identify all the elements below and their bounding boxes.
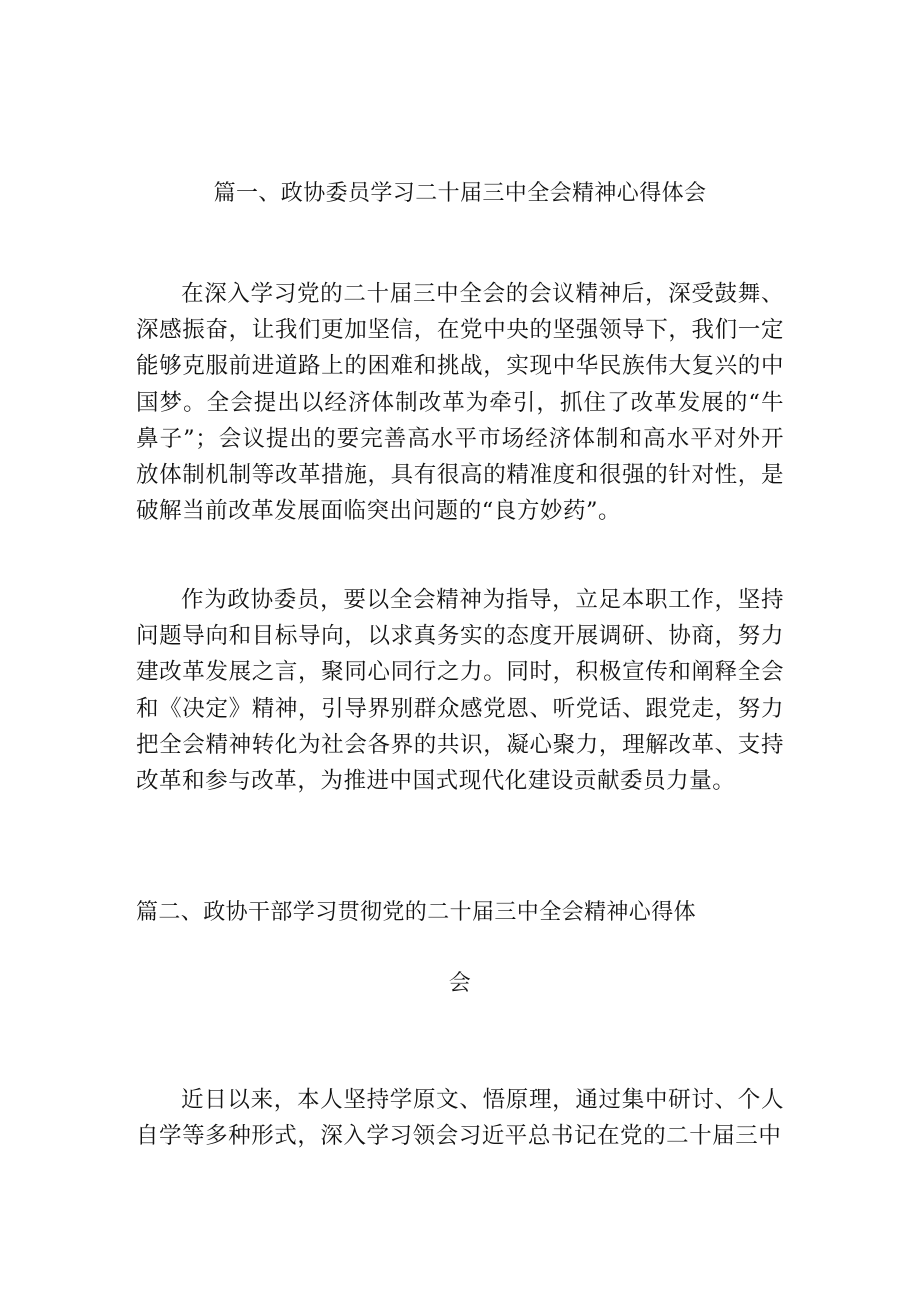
- section2-title-line1: 篇二、政协干部学习贯彻党的二十届三中全会精神心得体: [136, 900, 697, 925]
- section1-title: 篇一、政协委员学习二十届三中全会精神心得体会: [213, 181, 707, 206]
- section2-paragraph-1: 近日以来，本人坚持学原文、悟原理，通过集中研讨、个人自学等多种形式，深入学习领会习近平总书记在党的二十届三中: [136, 1087, 784, 1150]
- section2-title-line2: 会: [448, 971, 472, 996]
- section1-paragraph-2: 作为政协委员，要以全会精神为指导，立足本职工作，坚持问题导向和目标导向，以求真务实的态度开展调研、协商，努力建改革发展之言，聚同心同行之力。同时，积极宣传和阐释全会和《决定》精神，引导界别群众感党恩、听党话、跟党走，努力把全会精神转化为社会各界的共识，凝心聚力，理解改革、支持改革和参与改革，为推进中国式现代化建设贡献委员力量。: [136, 587, 784, 795]
- section1-paragraph-1: 在深入学习党的二十届三中全会的会议精神后，深受鼓舞、深感振奋，让我们更加坚信，在党中央的坚强领导下，我们一定能够克服前进道路上的困难和挑战，实现中华民族伟大复兴的中国梦。全会提出以经济体制改革为牵引，抓住了改革发展的“牛鼻子”；会议提出的要完善高水平市场经济体制和高水平对外开放体制机制等改革措施，具有很高的精准度和很强的针对性，是破解当前改革发展面临突出问题的“良方妙药”。: [136, 281, 784, 525]
